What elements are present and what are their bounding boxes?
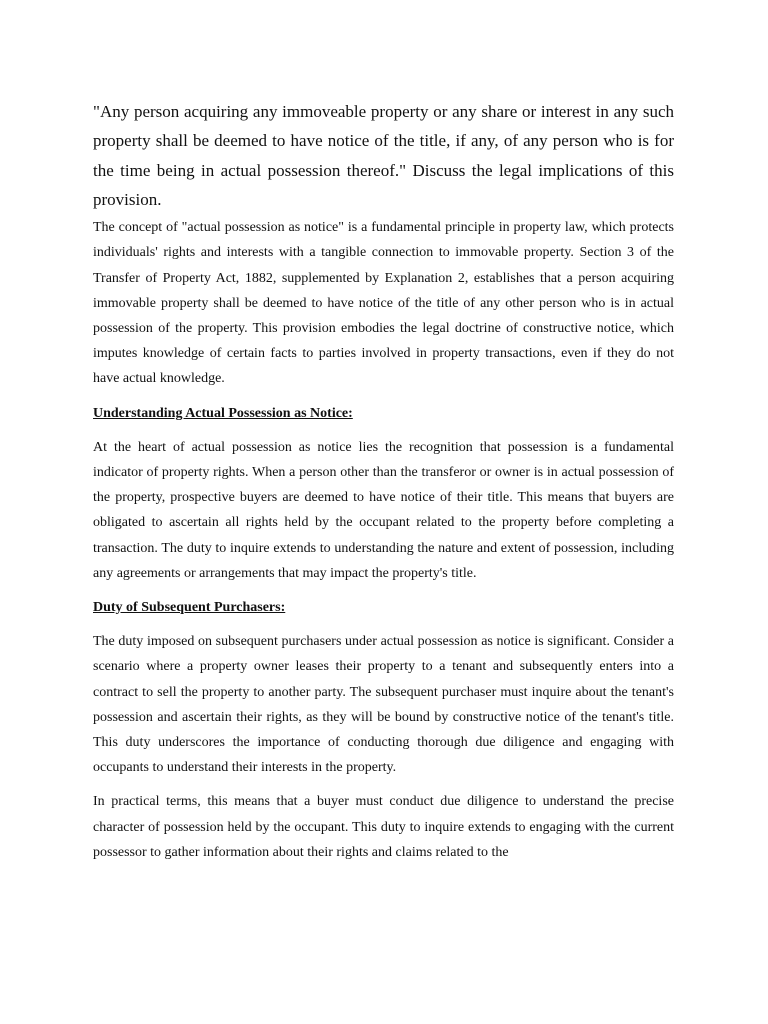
document-page [93,97,674,865]
question-text: "Any person acquiring any immoveable property or any share or interest in any such property shall be deemed to have notice of the title, if any, of any person who is for the time being in actual possession thereof." Discuss the legal implications of this provision. [93,102,674,209]
section-heading-actual-possession: Understanding Actual Possession as Notice: [93,405,353,421]
section-paragraph-duty-2: In practical terms, this means that a buyer must conduct due diligence to understand the precise character of possession held by the occupant. This duty to inquire extends to engaging with the current possessor to gather information about their rights and claims related to the [93,794,674,860]
intro-paragraph: The concept of "actual possession as notice" is a fundamental principle in property law, which protects individuals' rights and interests with a tangible connection to immovable property. Section 3 of the Transfer of Property Act, 1882, supplemented by Explanation 2, establishes that a person acquiring immovable property shall be deemed to have notice of the title of any other person who is in actual possession of the property. This provision embodies the legal doctrine of constructive notice, which imputes knowledge of certain facts to parties involved in property transactions, even if they do not have actual knowledge. [93,220,674,387]
section-paragraph-duty-1: The duty imposed on subsequent purchasers under actual possession as notice is significant. Consider a scenario where a property owner leases their property to a tenant and subsequently enters into a contract to sell the property to another party. The subsequent purchaser must inquire about the tenant's possession and ascertain their rights, as they will be bound by constructive notice of the tenant's title. This duty underscores the importance of conducting thorough due diligence and engaging with occupants to understand their interests in the property. [93,634,674,776]
section-paragraph-actual-possession: At the heart of actual possession as notice lies the recognition that possession is a fundamental indicator of property rights. When a person other than the transferor or owner is in actual possession of the property, prospective buyers are deemed to have notice of their title. This means that buyers are obligated to ascertain all rights held by the occupant related to the property before completing a transaction. The duty to inquire extends to understanding the nature and extent of possession, including any agreements or arrangements that may impact the property's title. [93,439,674,581]
section-heading-duty-subsequent-purchasers: Duty of Subsequent Purchasers: [93,600,286,616]
